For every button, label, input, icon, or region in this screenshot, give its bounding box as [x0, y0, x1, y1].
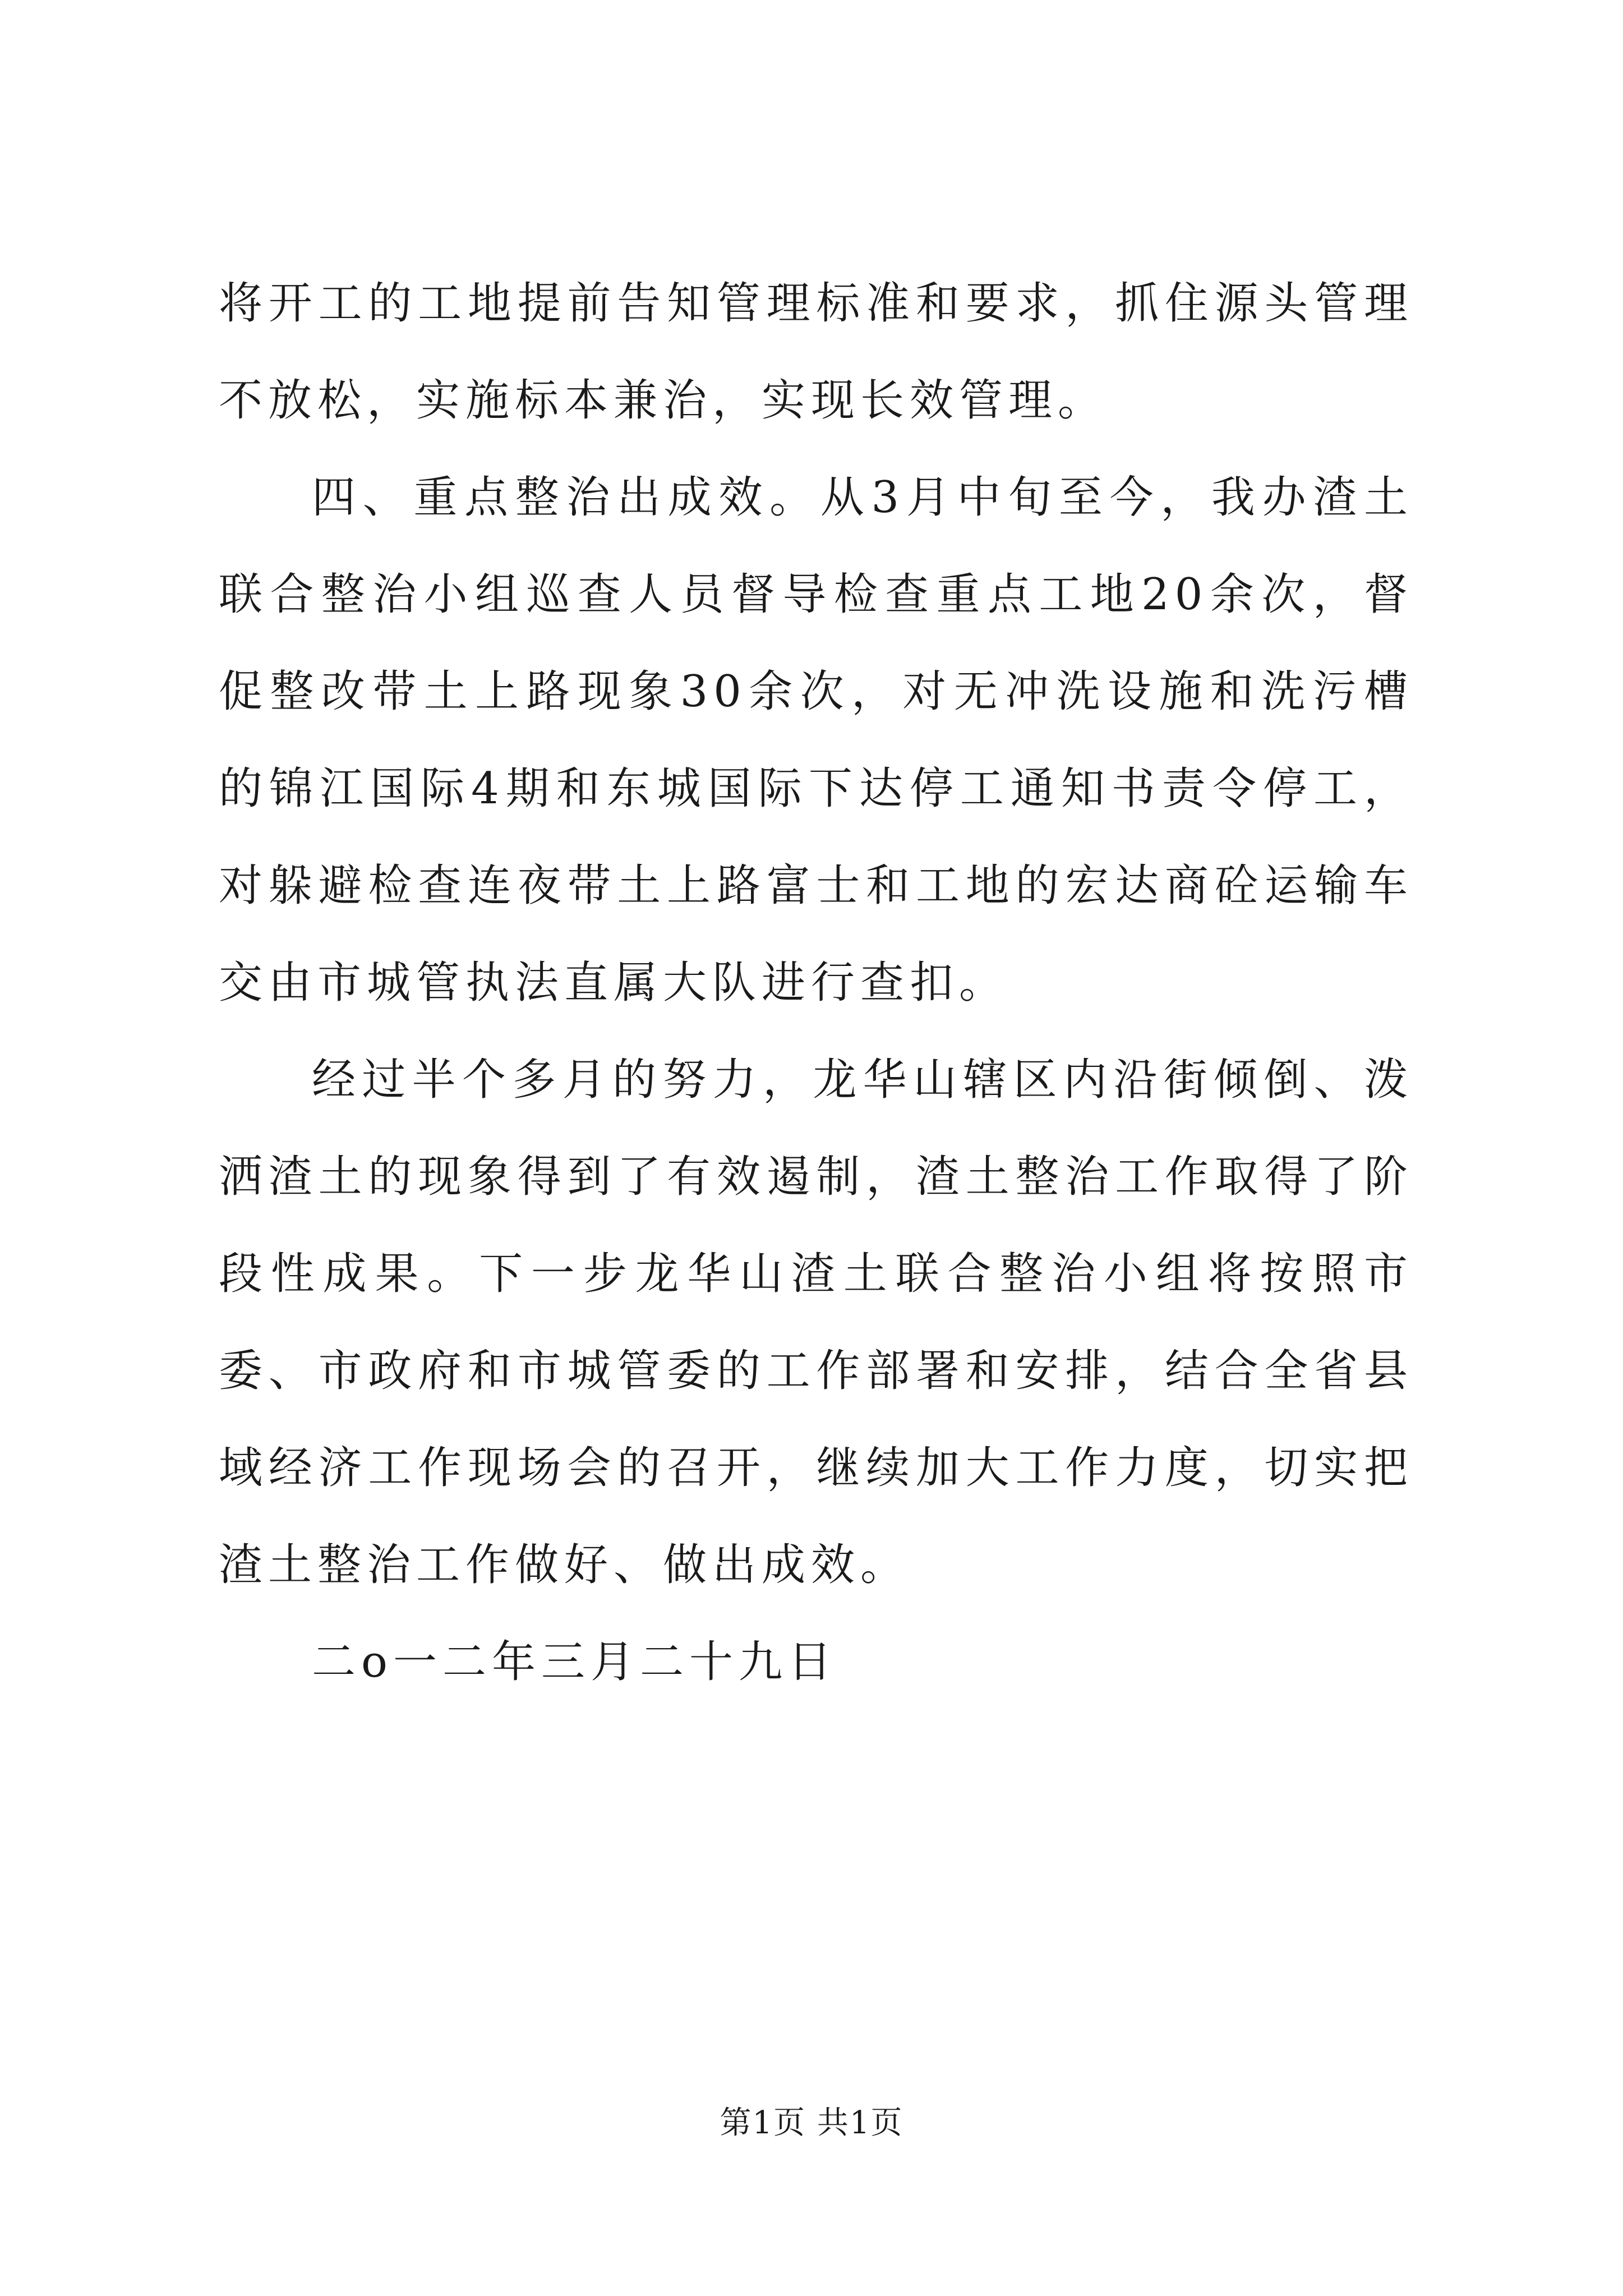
document-body — [219, 255, 1413, 1711]
paragraph-key-rectification: 四、重点整治出成效。从3月中旬至今，我办渣土联合整治小组巡查人员督导检查重点工地20余次，督促整改带土上路现象30余次，对无冲洗设施和洗污槽的锦江国际4期和东城国际下达停工通知书责令停工，对躲避检查连夜带土上路富士和工地的宏达商砼运输车交由市城管执法直属大队进行查扣。 — [219, 472, 1413, 1008]
paragraph-summary: 经过半个多月的努力，龙华山辖区内沿街倾倒、泼洒渣土的现象得到了有效遏制，渣土整治工作取得了阶段性成果。下一步龙华山渣土联合整治小组将按照市委、市政府和市城管委的工作部署和安排，结合全省县域经济工作现场会的召开，继续加大工作力度，切实把渣土整治工作做好、做出成效。 — [219, 1055, 1413, 1590]
document-date: 二o一二年三月二十九日 — [312, 1637, 837, 1687]
paragraph-continuation: 将开工的工地提前告知管理标准和要求，抓住源头管理不放松，实施标本兼治，实现长效管理。 — [219, 278, 1413, 426]
page-number-footer: 第1页 共1页 — [720, 2105, 903, 2141]
